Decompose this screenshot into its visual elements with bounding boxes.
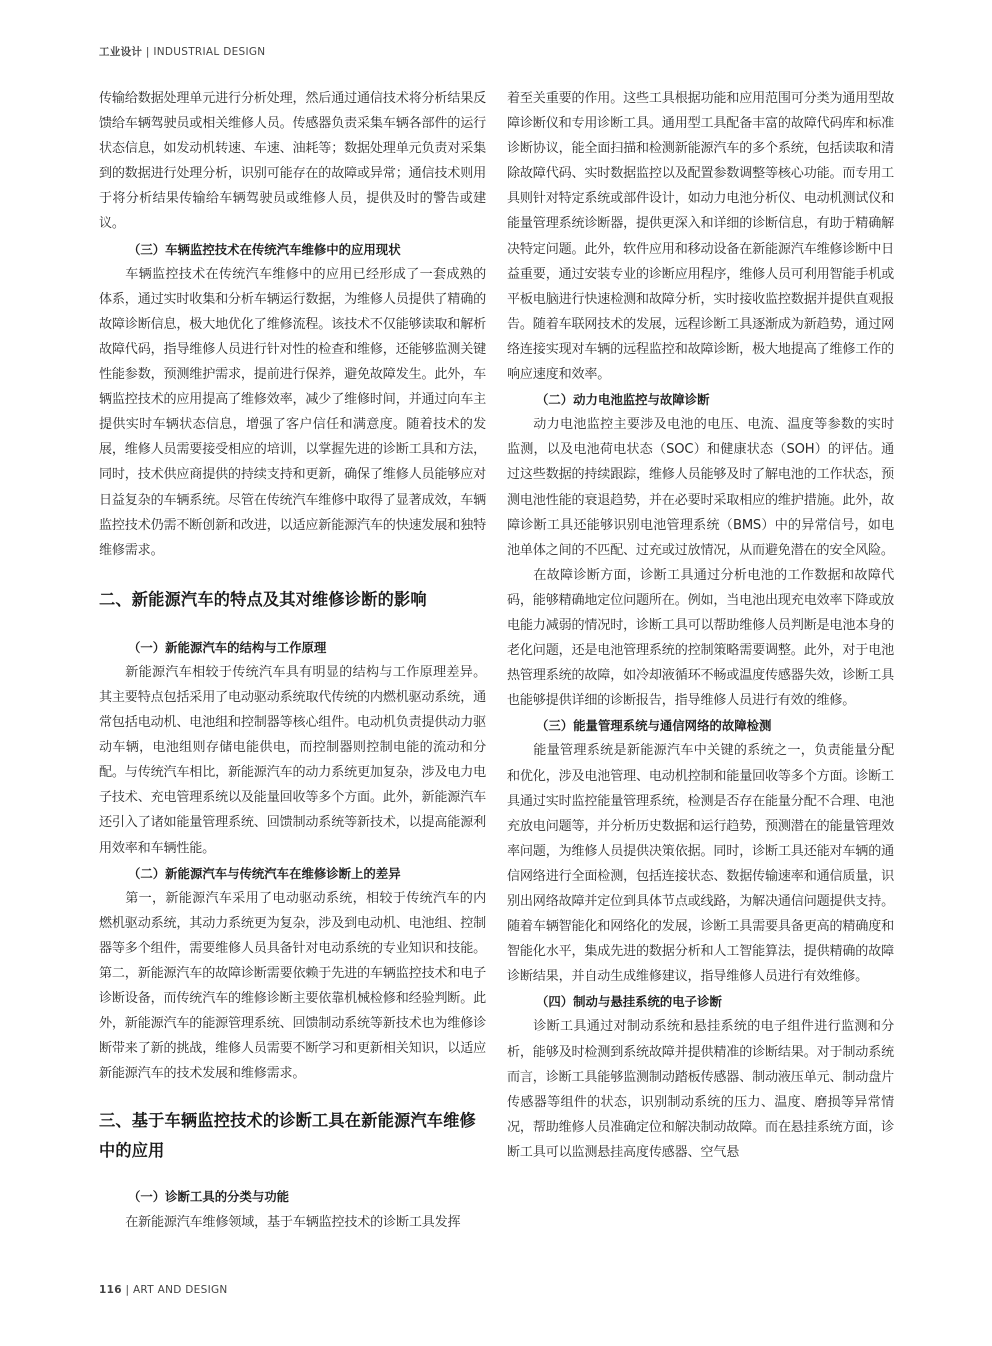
right-column xyxy=(507,86,894,1165)
running-header xyxy=(99,44,265,59)
section-heading: 二、新能源汽车的特点及其对维修诊断的影响 xyxy=(99,589,427,609)
subsection-heading: （三）能量管理系统与通信网络的故障检测 xyxy=(536,718,772,734)
journal-name-en: INDUSTRIAL DESIGN xyxy=(153,46,266,58)
subsection-heading: （二）动力电池监控与故障诊断 xyxy=(536,392,710,408)
footer-journal-name: ART AND DESIGN xyxy=(132,1284,228,1296)
page-number: 116 xyxy=(99,1284,122,1296)
paragraph: 动力电池监控主要涉及电池的电压、电流、温度等参数的实时监测，以及电池荷电状态（SOC）和健康状态（SOH）的评估。通过这些数据的持续跟踪，维修人员能够及时了解电池的工作状态，预测电池性能的衰退趋势，并在必要时采取相应的维护措施。此外，故障诊断工具还能够识别电池管理系统（BMS）中的异常信号，如电池单体之间的不匹配、过充或过放情况，从而避免潜在的安全风险。 xyxy=(507,417,894,558)
running-footer xyxy=(99,1284,228,1296)
paragraph: 车辆监控技术在传统汽车维修中的应用已经形成了一套成熟的体系，通过实时收集和分析车辆运行数据，为维修人员提供了精确的故障诊断信息，极大地优化了维修流程。该技术不仅能够读取和解析故障代码，指导维修人员进行针对性的检查和维修，还能够监测关键性能参数，预测维护需求，提前进行保养，避免故障发生。此外，车辆监控技术的应用提高了维修效率，减少了维修时间，并通过向车主提供实时车辆状态信息，增强了客户信任和满意度。随着技术的发展，维修人员需要接受相应的培训，以掌握先进的诊断工具和方法，同时，技术供应商提供的持续支持和更新，确保了维修人员能够应对日益复杂的车辆系统。尽管在传统汽车维修中取得了显著成效，车辆监控技术仍需不断创新和改进，以适应新能源汽车的快速发展和独特维修需求。 xyxy=(99,266,486,558)
header-separator: | xyxy=(145,46,150,58)
paragraph: 诊断工具通过对制动系统和悬挂系统的电子组件进行监测和分析，能够及时检测到系统故障并提供精准的诊断结果。对于制动系统而言，诊断工具能够监测制动踏板传感器、制动液压单元、制动盘片传感器等组件的状态，识别制动系统的压力、温度、磨损等异常情况，帮助维修人员准确定位和解决制动故障。而在悬挂系统方面，诊断工具可以监测悬挂高度传感器、空气悬 xyxy=(507,1019,894,1160)
subsection-heading: （二）新能源汽车与传统汽车在维修诊断上的差异 xyxy=(128,865,401,881)
subsection-heading: （四）制动与悬挂系统的电子诊断 xyxy=(536,994,722,1010)
paragraph: 在故障诊断方面，诊断工具通过分析电池的工作数据和故障代码，能够精确地定位问题所在。例如，当电池出现充电效率下降或放电能力减弱的情况时，诊断工具可以帮助维修人员判断是电池本身的老化问题，还是电池管理系统的控制策略需要调整。此外，对于电池热管理系统的故障，如冷却液循环不畅或温度传感器失效，诊断工具也能够提供详细的诊断报告，指导维修人员进行有效的维修。 xyxy=(507,567,894,709)
footer-separator: | xyxy=(125,1284,130,1296)
paragraph: 着至关重要的作用。这些工具根据功能和应用范围可分类为通用型故障诊断仪和专用诊断工具。通用型工具配备丰富的故障代码库和标准诊断协议，能全面扫描和检测新能源汽车的多个系统，包括读取和清除故障代码、实时数据监控以及配置参数调整等核心功能。而专用工具则针对特定系统或部件设计，如动力电池分析仪、电动机测试仪和能量管理系统诊断器，提供更深入和详细的诊断信息，有助于精确解决特定问题。此外，软件应用和移动设备在新能源汽车维修诊断中日益重要，通过安装专业的诊断应用程序，维修人员可利用智能手机或平板电脑进行快速检测和故障分析，实时接收监控数据并提供直观报告。随着车联网技术的发展，远程诊断工具逐渐成为新趋势，通过网络连接实现对车辆的远程监控和故障诊断，极大地提高了维修工作的响应速度和效率。 xyxy=(507,91,894,383)
left-column xyxy=(99,86,486,1235)
journal-name-cn: 工业设计 xyxy=(99,46,143,58)
subsection-heading: （一）诊断工具的分类与功能 xyxy=(128,1189,290,1205)
subsection-heading: （一）新能源汽车的结构与工作原理 xyxy=(128,639,327,655)
paragraph: 在新能源汽车维修领域，基于车辆监控技术的诊断工具发挥 xyxy=(125,1214,461,1230)
section-heading: 三、基于车辆监控技术的诊断工具在新能源汽车维修中的应用 xyxy=(99,1111,476,1161)
paragraph: 新能源汽车相较于传统汽车具有明显的结构与工作原理差异。其主要特点包括采用了电动驱动系统取代传统的内燃机驱动系统，通常包括电动机、电池组和控制器等核心组件。电动机负责提供动力驱动车辆，电池组则存储电能供电，而控制器则控制电能的流动和分配。与传统汽车相比，新能源汽车的动力系统更加复杂，涉及电力电子技术、充电管理系统以及能量回收等多个方面。此外，新能源汽车还引入了诸如能量管理系统、回馈制动系统等新技术，以提高能源利用效率和车辆性能。 xyxy=(99,664,486,856)
subsection-heading: （三）车辆监控技术在传统汽车维修中的应用现状 xyxy=(128,241,401,257)
paragraph: 能量管理系统是新能源汽车中关键的系统之一，负责能量分配和优化，涉及电池管理、电动机控制和能量回收等多个方面。诊断工具通过实时监控能量管理系统，检测是否存在能量分配不合理、电池充放电问题等，并分析历史数据和运行趋势，预测潜在的能量管理效率问题，为维修人员提供决策依据。同时，诊断工具还能对车辆的通信网络进行全面检测，包括连接状态、数据传输速率和通信质量，识别出网络故障并定位到具体节点或线路，为解决通信问题提供支持。随着车辆智能化和网络化的发展，诊断工具需要具备更高的精确度和智能化水平，集成先进的数据分析和人工智能算法，提供精确的故障诊断结果，并自动生成维修建议，指导维修人员进行有效维修。 xyxy=(507,743,894,985)
paragraph: 第一，新能源汽车采用了电动驱动系统，相较于传统汽车的内燃机驱动系统，其动力系统更为复杂，涉及到电动机、电池组、控制器等多个组件，需要维修人员具备针对电动系统的专业知识和技能。第二，新能源汽车的故障诊断需要依赖于先进的车辆监控技术和电子诊断设备，而传统汽车的维修诊断主要依靠机械检修和经验判断。此外，新能源汽车的能源管理系统、回馈制动系统等新技术也为维修诊断带来了新的挑战，维修人员需要不断学习和更新相关知识，以适应新能源汽车的技术发展和维修需求。 xyxy=(99,890,486,1082)
paragraph: 传输给数据处理单元进行分析处理，然后通过通信技术将分析结果反馈给车辆驾驶员或相关维修人员。传感器负责采集车辆各部件的运行状态信息，如发动机转速、车速、油耗等；数据处理单元负责对采集到的数据进行处理分析，识别可能存在的故障或异常；通信技术则用于将分析结果传输给车辆驾驶员或维修人员，提供及时的警告或建议。 xyxy=(99,91,486,232)
